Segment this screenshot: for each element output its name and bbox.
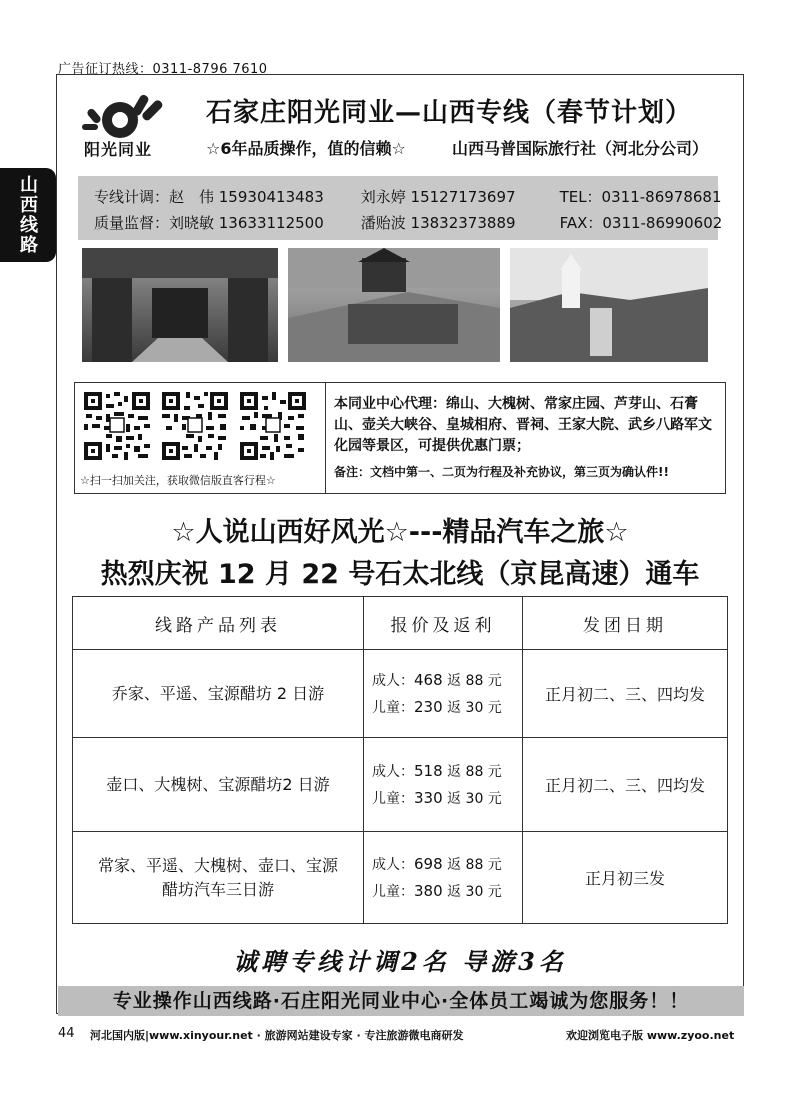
route-name: 常家、平遥、大槐树、壶口、宝源醋坊汽车三日游: [73, 832, 364, 924]
column-header: 报价及返利: [364, 597, 523, 650]
qr-caption: ☆扫一扫加关注，获取微信版直客行程☆: [80, 474, 276, 487]
column-header: 发团日期: [523, 597, 728, 650]
contact-bar: [78, 176, 723, 240]
adult-price: 518: [414, 761, 443, 780]
agent-note: 备注：文档中第一、二页为行程及补充协议，第三页为确认件!!: [334, 465, 669, 479]
qr-code-icon[interactable]: [82, 390, 152, 462]
ad-hotline: 广告征订热线：0311-8796 7610: [58, 62, 268, 77]
adult-label: 成人：: [372, 856, 414, 873]
departure-date: 正月初二、三、四均发: [523, 650, 728, 738]
child-label: 儿童：: [372, 790, 414, 807]
route-table: [72, 596, 728, 924]
adult-price: 468: [414, 670, 443, 689]
side-tab-label: 山西线路: [20, 175, 38, 256]
adult-rebate: 返 88 元: [447, 763, 502, 780]
table-row: [73, 650, 728, 738]
contact-entry: 刘永婷 15127173697: [360, 188, 516, 206]
contact-entry: FAX：0311-86990602: [559, 214, 723, 232]
page-title: 石家庄阳光同业—山西专线（春节计划）: [206, 98, 693, 128]
route-price: [364, 650, 523, 738]
adult-rebate: 返 88 元: [447, 672, 502, 689]
contact-entry: TEL：0311-86978681: [559, 188, 722, 206]
contact-entry: 潘贻波 13832373889: [360, 214, 516, 232]
child-rebate: 返 30 元: [447, 790, 502, 807]
service-banner: 专业操作山西线路·石庄阳光同业中心·全体员工竭诚为您服务！！: [58, 986, 744, 1016]
table-header-row: [73, 597, 728, 650]
logo-text: 阳光同业: [84, 140, 153, 159]
adult-label: 成人：: [372, 672, 414, 689]
child-price: 330: [414, 788, 443, 807]
child-price: 230: [414, 697, 443, 716]
departure-date: 正月初二、三、四均发: [523, 738, 728, 832]
route-name: 乔家、平遥、宝源醋坊 2 日游: [73, 650, 364, 738]
contact-row: [94, 212, 722, 233]
departure-date: 正月初三发: [523, 832, 728, 924]
page-number: 44: [58, 1026, 75, 1041]
child-price: 380: [414, 881, 443, 900]
child-label: 儿童：: [372, 699, 414, 716]
side-tab: [0, 168, 56, 262]
footer-right: 欢迎浏览电子版 www.zyoo.net: [566, 1029, 735, 1042]
adult-label: 成人：: [372, 763, 414, 780]
child-label: 儿童：: [372, 883, 414, 900]
child-rebate: 返 30 元: [447, 699, 502, 716]
courtyard-photo: [82, 248, 278, 362]
route-price: [364, 738, 523, 832]
footer-left: 河北国内版|www.xinyour.net · 旅游网站建设专家 · 专注旅游微电商研发: [90, 1029, 464, 1042]
contact-entry: 质量监督：刘晓敏 13633112500: [94, 214, 324, 232]
table-row: [73, 738, 728, 832]
agency-name: 山西马普国际旅行社（河北分公司）: [452, 139, 709, 158]
adult-price: 698: [414, 854, 443, 873]
qr-code-icon[interactable]: [160, 390, 230, 462]
agent-description: 本同业中心代理：绵山、大槐树、常家庄园、芦芽山、石膏山、壶关大峡谷、皇城相府、晋祠、王家大院、武乡八路军文化园等景区，可提供优惠门票；: [334, 396, 712, 454]
route-name: 壶口、大槐树、宝源醋坊2 日游: [73, 738, 364, 832]
fortress-photo: [288, 248, 500, 362]
child-rebate: 返 30 元: [447, 883, 502, 900]
contact-row: [94, 186, 722, 207]
temple-photo: [510, 248, 708, 362]
promo-headline: ☆人说山西好风光☆---精品汽车之旅☆: [171, 517, 629, 548]
slogan: ☆6年品质操作，值的信赖☆: [206, 139, 406, 158]
adult-rebate: 返 88 元: [447, 856, 502, 873]
route-price: [364, 832, 523, 924]
promo-subheadline: 热烈庆祝 12 月 22 号石太北线（京昆高速）通车: [100, 559, 700, 590]
qr-code-icon[interactable]: [238, 390, 308, 462]
contact-entry: 专线计调：赵 伟 15930413483: [94, 188, 324, 206]
column-header: 线路产品列表: [73, 597, 364, 650]
table-row: [73, 832, 728, 924]
recruitment-notice: 诚聘专线计调2名 导游3名: [233, 947, 567, 976]
